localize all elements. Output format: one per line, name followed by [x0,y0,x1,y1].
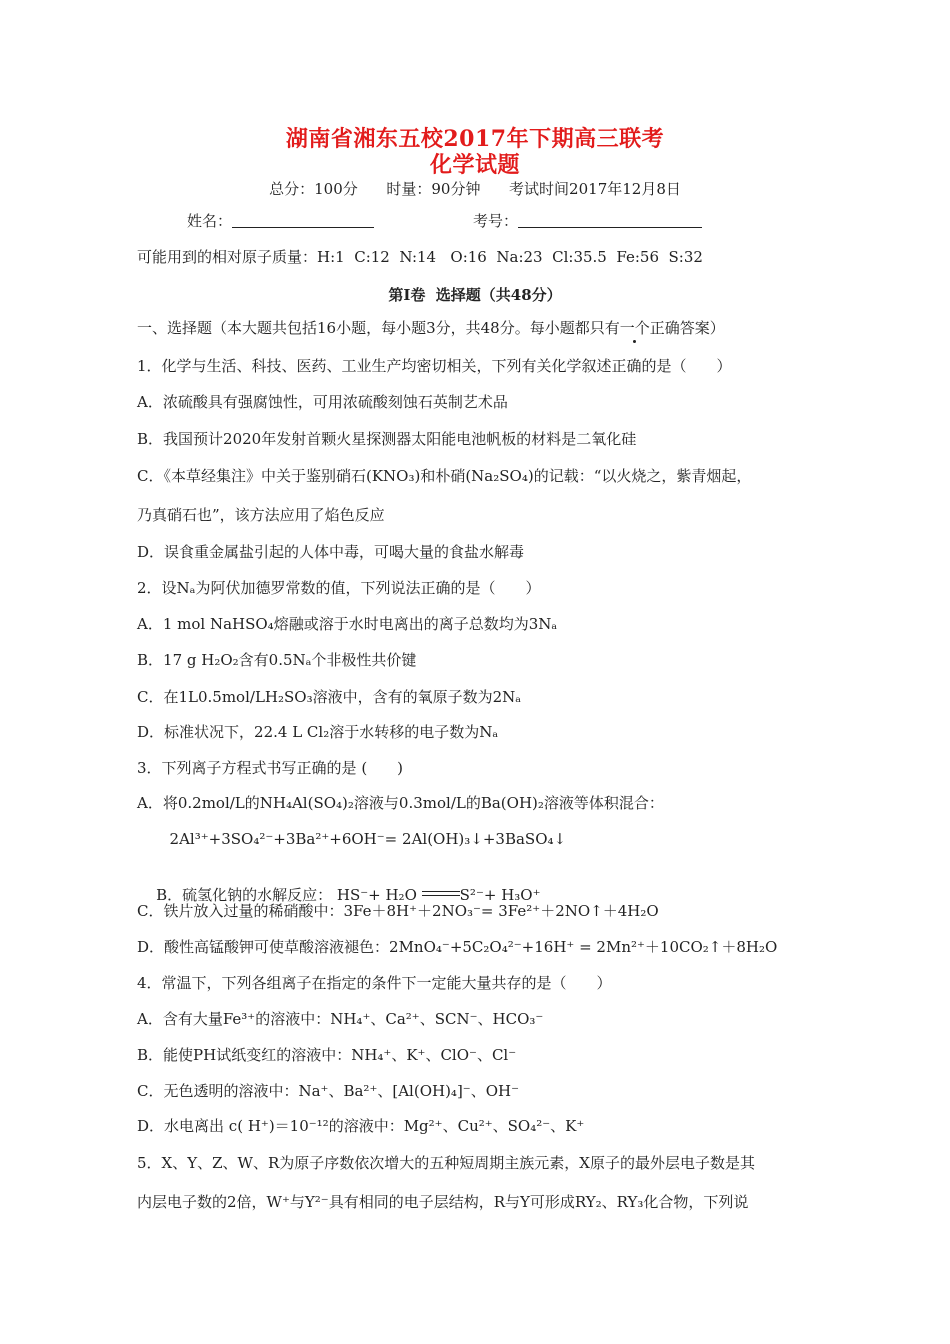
q3-option-b-right: S²⁻+ H₃O⁺ [459,886,541,904]
q2-option-c: C．在1L0.5mol/LH₂SO₃溶液中，含有的氧原子数为2Nₐ [137,688,522,706]
q3-stem: 3．下列离子方程式书写正确的是 ( ) [137,759,404,777]
section-title: 第Ⅰ卷 选择题（共48分） [388,286,562,304]
q1-option-c-cont: 乃真硝石也”，该方法应用了焰色反应 [137,506,385,524]
equilibrium-arrow-icon [422,887,460,901]
q2-option-d: D．标准状况下，22.4 L Cl₂溶于水转移的电子数为Nₐ [137,723,499,741]
id-field [473,211,702,231]
q3-option-d: D．酸性高锰酸钾可使草酸溶液褪色：2MnO₄⁻+5C₂O₄²⁻+16H⁺ = 2Mn²⁺＋10CO₂↑＋8H₂O [137,938,778,956]
subject-title: 化学试题 [429,152,520,178]
atomic-masses: 可能用到的相对原子质量：H:1 C:12 N:14 O:16 Na:23 Cl:35.5 Fe:56 S:32 [137,248,703,266]
exam-info: 总分：100分 时量：90分钟 考试时间2017年12月8日 [269,180,681,198]
q1-stem: 1．化学与生活、科技、医药、工业生产均密切相关，下列有关化学叙述正确的是（ ） [137,357,732,375]
section-instruction [137,318,725,338]
exam-title: 湖南省湘东五校2017年下期高三联考 [285,126,665,152]
q5-stem-cont: 内层电子数的2倍，W⁺与Y²⁻具有相同的电子层结构，R与Y可形成RY₂、RY₃化合物，下列说 [137,1193,749,1211]
q1-option-a: A．浓硫酸具有强腐蚀性，可用浓硫酸刻蚀石英制艺术品 [137,393,508,411]
q3-option-a: A．将0.2mol/L的NH₄Al(SO₄)₂溶液与0.3mol/L的Ba(OH)₂溶液等体积混合： [137,794,664,812]
q5-stem: 5．X、Y、Z、W、R为原子序数依次增大的五种短周期主族元素，X原子的最外层电子数是其 [137,1154,755,1172]
name-label: 姓名： [187,212,233,230]
instruction-part-b: 正确答案） [649,319,725,337]
q4-option-c: C．无色透明的溶液中：Na⁺、Ba²⁺、[Al(OH)₄]⁻、OH⁻ [137,1082,520,1100]
instruction-emphasis: 一个 [619,319,650,337]
name-field [187,211,374,231]
q1-option-c: C．《本草经集注》中关于鉴别硝石(KNO₃)和朴硝(Na₂SO₄)的记载：“以火烧之，紫青烟起， [137,467,752,485]
name-blank[interactable] [232,212,374,228]
id-label: 考号： [473,212,519,230]
instruction-part-a: 一、选择题（本大题共包括16小题，每小题3分，共48分。每小题都只有 [137,319,620,337]
q4-stem: 4．常温下，下列各组离子在指定的条件下一定能大量共存的是（ ） [137,974,612,992]
q4-option-b: B．能使PH试纸变红的溶液中：NH₄⁺、K⁺、ClO⁻、Cl⁻ [137,1046,517,1064]
q2-option-b: B．17 g H₂O₂含有0.5Nₐ个非极性共价键 [137,651,417,669]
q1-option-b: B．我国预计2020年发射首颗火星探测器太阳能电池帆板的材料是二氧化硅 [137,430,637,448]
id-blank[interactable] [518,212,702,228]
q1-option-d: D．误食重金属盐引起的人体中毒，可喝大量的食盐水解毒 [137,543,525,561]
q4-option-a: A．含有大量Fe³⁺的溶液中：NH₄⁺、Ca²⁺、SCN⁻、HCO₃⁻ [137,1010,544,1028]
q2-stem: 2．设Nₐ为阿伏加德罗常数的值，下列说法正确的是（ ） [137,579,541,597]
q3-option-a-equation: 2Al³⁺+3SO₄²⁻+3Ba²⁺+6OH⁻= 2Al(OH)₃↓+3BaSO₄↓ [160,830,567,848]
q3-option-c: C．铁片放入过量的稀硝酸中：3Fe＋8H⁺＋2NO₃⁻= 3Fe²⁺＋2NO↑＋4H₂O [137,902,659,920]
q4-option-d: D．水电离出 c( H⁺)＝10⁻¹²的溶液中：Mg²⁺、Cu²⁺、SO₄²⁻、K⁺ [137,1117,585,1135]
q2-option-a: A．1 mol NaHSO₄熔融或溶于水时电离出的离子总数均为3Nₐ [137,615,558,633]
q3-option-b-left: B．硫氢化钠的水解反应： HS⁻+ H₂O [156,886,422,904]
